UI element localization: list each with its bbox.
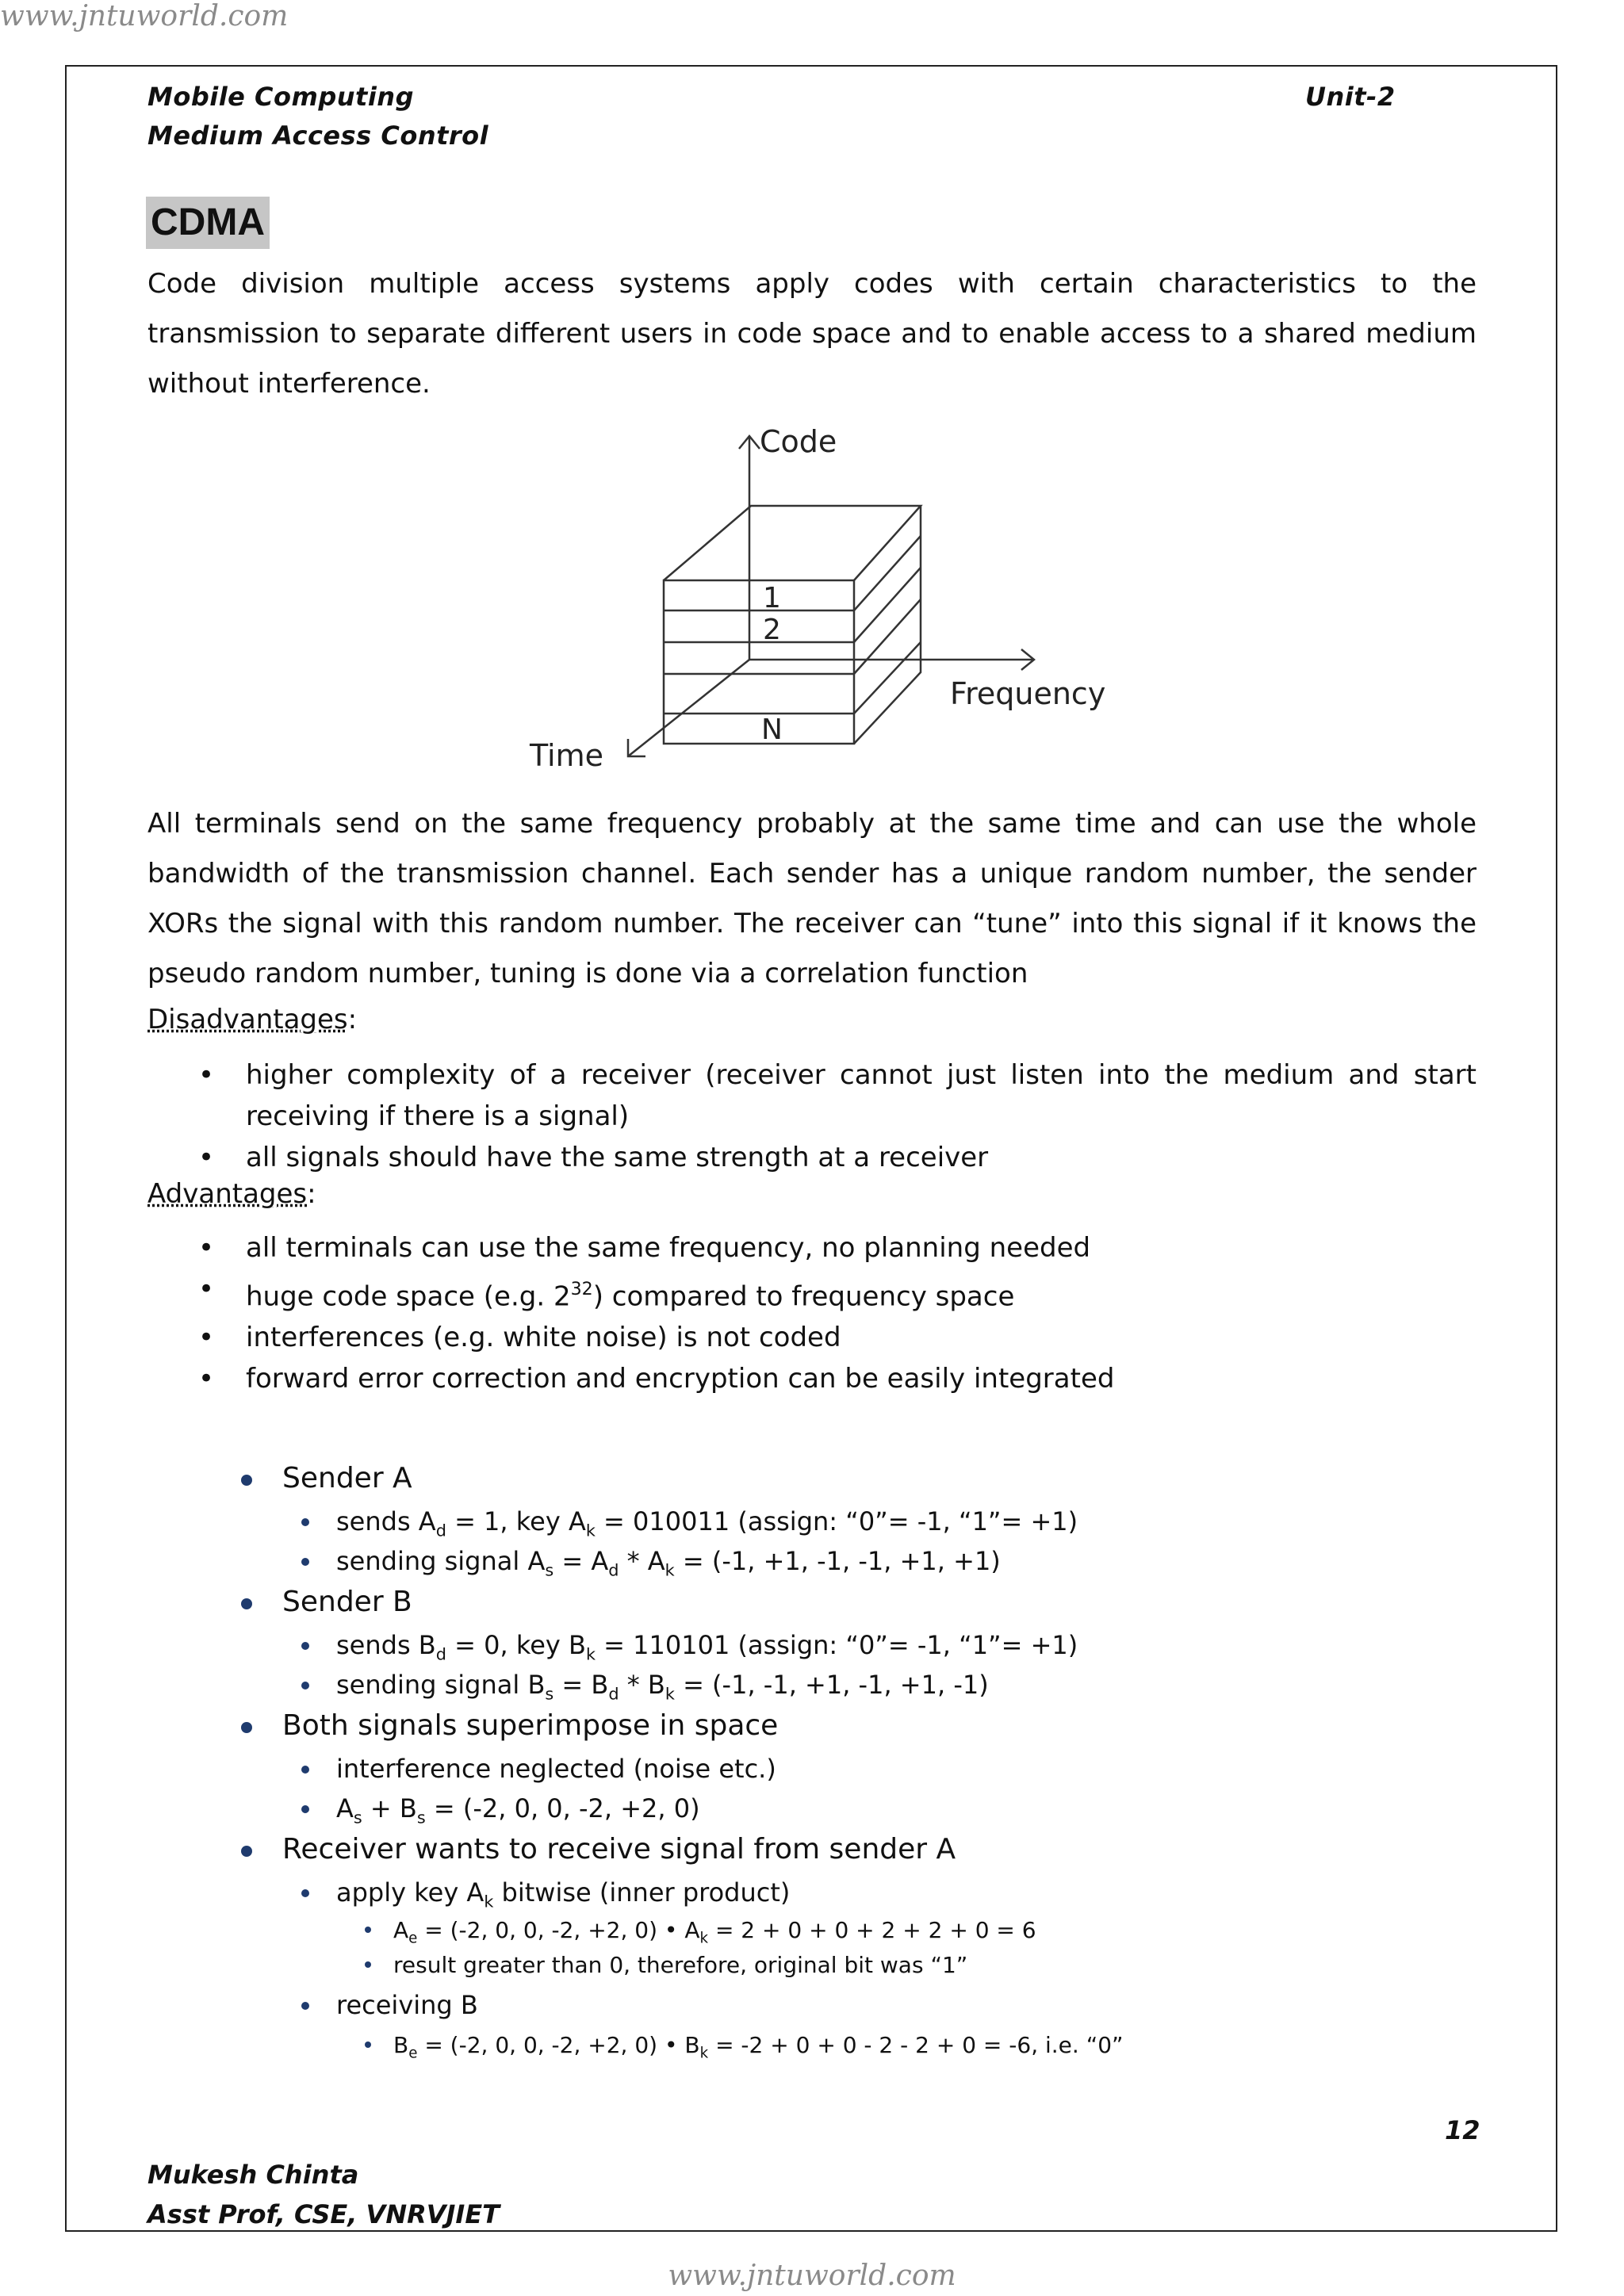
slice-side-3 <box>854 599 921 674</box>
bullet-icon <box>301 1642 309 1650</box>
frequency-label: Frequency <box>950 676 1106 711</box>
bullet-icon <box>301 2002 309 2010</box>
footer-affiliation: Asst Prof, CSE, VNRVJIET <box>147 2199 500 2229</box>
header-unit: Unit-2 <box>1305 82 1396 112</box>
bullet-icon <box>241 1846 252 1857</box>
cube-front-face <box>664 580 854 744</box>
slot-2-label: 2 <box>763 614 781 646</box>
receiver-heading: Receiver wants to receive signal from sender A <box>282 1833 956 1866</box>
slot-1-label: 1 <box>763 582 781 614</box>
sender-b-sends: sends $B_d = 0$, key $B_k = 110101$ (assign: “0”= -1, “1”= +1) <box>336 1630 1078 1664</box>
description-paragraph: All terminals send on the same frequency probably at the same time and can use the whole bandwidth of the transmission channel. Each sender has a unique random number, the sender XORs the signal with this random number. The receiver can “tune” into this signal if it knows the pseudo random number, tuning is done via a correlation function <box>147 808 1477 989</box>
slice-side-4 <box>854 642 921 714</box>
receive-a-calc: $A_e = (-2$, 0, 0, -2, +2, 0) • $A_k = 2 + 0 + 0 + 2 + 2 + 0 = 6$ <box>393 1917 1036 1947</box>
bullet-icon <box>241 1722 252 1733</box>
slice-side-1 <box>854 536 921 610</box>
receive-a-result: result greater than 0, therefore, original bit was “1” <box>393 1952 968 1978</box>
list-item: • huge code space (e.g. $2^{32}$) compared to frequency space <box>198 1273 1015 1313</box>
sender-a-heading: Sender A <box>282 1462 412 1494</box>
cube-right-face <box>854 506 921 744</box>
bullet-icon <box>301 1682 309 1689</box>
bullet-icon <box>241 1475 252 1486</box>
apply-key: apply key $A_k$ bitwise (inner product) <box>336 1877 791 1911</box>
time-label: Time <box>530 738 603 773</box>
sender-b-heading: Sender B <box>282 1586 412 1618</box>
sender-a-signal: sending signal $A_s = A_d * A_k = (-1$, +1, -1, -1, +1, +1) <box>336 1546 1001 1580</box>
disadvantages-label: Disadvantages: <box>147 1004 358 1035</box>
receiving-b: receiving B <box>336 1990 478 2020</box>
bullet-icon <box>365 1961 371 1968</box>
page-number: 12 <box>1445 2115 1480 2145</box>
sender-b-signal: sending signal $B_s = B_d * B_k = (-1$, -1, +1, -1, +1, -1) <box>336 1670 989 1704</box>
list-item: • all signals should have the same strength at a receiver <box>198 1142 989 1173</box>
bullet-icon <box>365 2042 371 2048</box>
list-item: • interferences (e.g. white noise) is not coded <box>198 1322 841 1354</box>
watermark-bottom: www.jntuworld.com <box>668 2260 956 2292</box>
superimpose-heading: Both signals superimpose in space <box>282 1709 779 1742</box>
bullet-icon <box>301 1518 309 1526</box>
bullet-icon <box>241 1598 252 1609</box>
sender-a-sends: sends $A_d = 1$, key $A_k = 010011$ (assign: “0”= -1, “1”= +1) <box>336 1506 1078 1540</box>
receive-b-calc: $B_e = (-2$, 0, 0, -2, +2, 0) • $B_k = -2 + 0 + 0 - 2 - 2 + 0 = -6$, i.e. “0” <box>393 2032 1124 2062</box>
bullet-icon <box>301 1558 309 1566</box>
bullet-icon <box>301 1805 309 1813</box>
cdma-diagram <box>508 412 1142 793</box>
code-label: Code <box>760 424 837 459</box>
sum-signal: $A_s + B_s = (-2$, 0, 0, -2, +2, 0) <box>336 1793 700 1827</box>
list-item: • forward error correction and encryption can be easily integrated <box>198 1363 1115 1395</box>
section-title: CDMA <box>146 197 270 249</box>
slice-side-2 <box>854 568 921 642</box>
header-topic: Medium Access Control <box>147 121 489 151</box>
watermark-top: www.jntuworld.com <box>0 0 289 33</box>
interference-note: interference neglected (noise etc.) <box>336 1754 776 1784</box>
footer-author: Mukesh Chinta <box>147 2160 359 2190</box>
disadvantages-list <box>147 1054 1477 1178</box>
bullet-icon <box>301 1889 309 1897</box>
advantages-list <box>147 1227 1477 1399</box>
slot-n-label: N <box>761 714 783 746</box>
bullet-icon <box>301 1766 309 1774</box>
list-item: • higher complexity of a receiver (receiver cannot just listen into the medium and start receiving if there is a signal) <box>198 1059 1477 1132</box>
cube-top-face <box>664 506 921 580</box>
bullet-icon <box>365 1927 371 1933</box>
header-subject: Mobile Computing <box>147 82 414 112</box>
list-item: • all terminals can use the same frequency, no planning needed <box>198 1232 1091 1264</box>
intro-paragraph: Code division multiple access systems apply codes with certain characteristics to the transmission to separate different users in code space and to enable access to a shared medium without interference. <box>147 268 1477 400</box>
advantages-label: Advantages: <box>147 1178 316 1210</box>
